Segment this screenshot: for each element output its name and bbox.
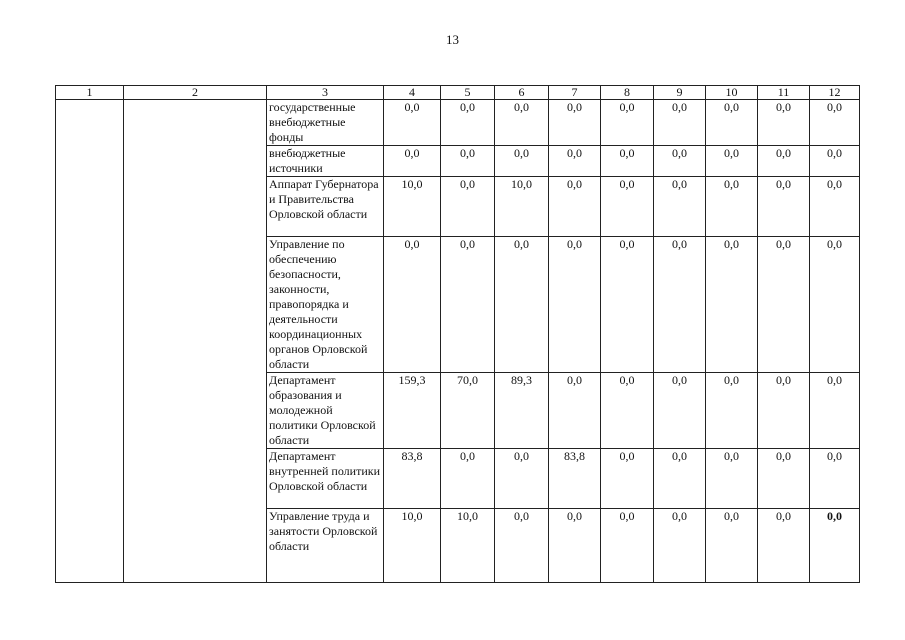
page-number: 13 bbox=[446, 32, 459, 47]
value-cell: 0,0 bbox=[601, 146, 654, 177]
value-cell: 83,8 bbox=[549, 449, 601, 509]
value-cell: 0,0 bbox=[441, 449, 495, 509]
value-cell: 0,0 bbox=[441, 100, 495, 146]
value-cell: 0,0 bbox=[601, 509, 654, 583]
value-cell: 0,0 bbox=[758, 100, 810, 146]
value-cell: 0,0 bbox=[601, 449, 654, 509]
value-cell: 0,0 bbox=[810, 237, 860, 373]
value-cell: 159,3 bbox=[384, 373, 441, 449]
value-cell: 0,0 bbox=[441, 177, 495, 237]
value-cell: 0,0 bbox=[654, 177, 706, 237]
value-cell: 0,0 bbox=[706, 146, 758, 177]
value-cell: 0,0 bbox=[654, 449, 706, 509]
value-cell: 0,0 bbox=[495, 100, 549, 146]
value-cell: 0,0 bbox=[758, 177, 810, 237]
value-cell: 0,0 bbox=[706, 100, 758, 146]
value-cell: 0,0 bbox=[654, 100, 706, 146]
header-col-8: 8 bbox=[601, 86, 654, 100]
value-cell: 0,0 bbox=[549, 177, 601, 237]
value-cell: 0,0 bbox=[495, 237, 549, 373]
value-cell: 0,0 bbox=[810, 449, 860, 509]
header-col-12: 12 bbox=[810, 86, 860, 100]
header-col-9: 9 bbox=[654, 86, 706, 100]
value-cell: 0,0 bbox=[384, 146, 441, 177]
header-col-10: 10 bbox=[706, 86, 758, 100]
value-cell: 10,0 bbox=[384, 177, 441, 237]
header-col-11: 11 bbox=[758, 86, 810, 100]
value-cell: 0,0 bbox=[654, 373, 706, 449]
value-cell: 0,0 bbox=[441, 146, 495, 177]
value-cell: 0,0 bbox=[384, 100, 441, 146]
header-col-5: 5 bbox=[441, 86, 495, 100]
value-cell: 0,0 bbox=[654, 146, 706, 177]
header-col-2: 2 bbox=[124, 86, 267, 100]
budget-table bbox=[55, 85, 860, 583]
org-name-cell: Управление труда и занятости Орловской области bbox=[267, 509, 384, 583]
value-cell: 0,0 bbox=[601, 373, 654, 449]
value-cell: 0,0 bbox=[706, 373, 758, 449]
value-cell: 0,0 bbox=[549, 100, 601, 146]
header-col-7: 7 bbox=[549, 86, 601, 100]
value-cell: 10,0 bbox=[384, 509, 441, 583]
value-cell: 0,0 bbox=[495, 449, 549, 509]
value-cell: 70,0 bbox=[441, 373, 495, 449]
column-1-cell bbox=[56, 100, 124, 583]
org-name-cell: Департамент образования и молодежной политики Орловской области bbox=[267, 373, 384, 449]
value-cell: 10,0 bbox=[441, 509, 495, 583]
value-cell: 0,0 bbox=[549, 373, 601, 449]
value-cell: 0,0 bbox=[601, 177, 654, 237]
value-cell: 0,0 bbox=[601, 100, 654, 146]
value-cell: 89,3 bbox=[495, 373, 549, 449]
value-cell: 0,0 bbox=[549, 237, 601, 373]
org-name-cell: государственные внебюджетные фонды bbox=[267, 100, 384, 146]
value-cell: 0,0 bbox=[706, 237, 758, 373]
table-row bbox=[56, 100, 860, 146]
org-name-cell: Аппарат Губернатора и Правительства Орловской области bbox=[267, 177, 384, 237]
value-cell: 0,0 bbox=[706, 509, 758, 583]
value-cell: 0,0 bbox=[758, 237, 810, 373]
org-name-cell: Департамент внутренней политики Орловской области bbox=[267, 449, 384, 509]
value-cell: 0,0 bbox=[654, 509, 706, 583]
header-col-3: 3 bbox=[267, 86, 384, 100]
value-cell: 0,0 bbox=[549, 146, 601, 177]
value-cell: 0,0 bbox=[758, 449, 810, 509]
value-cell: 0,0 bbox=[810, 146, 860, 177]
org-name-cell: внебюджетные источники bbox=[267, 146, 384, 177]
value-cell: 0,0 bbox=[495, 509, 549, 583]
value-cell: 10,0 bbox=[495, 177, 549, 237]
value-cell: 0,0 bbox=[549, 509, 601, 583]
value-cell: 0,0 bbox=[758, 146, 810, 177]
value-cell: 0,0 bbox=[706, 177, 758, 237]
value-cell: 0,0 bbox=[758, 373, 810, 449]
value-cell: 0,0 bbox=[441, 237, 495, 373]
header-col-1: 1 bbox=[56, 86, 124, 100]
column-2-cell bbox=[124, 100, 267, 583]
value-cell: 0,0 bbox=[810, 509, 860, 583]
org-name-cell: Управление по обеспечению безопасности, законности, правопорядка и деятельности координационных органов Орловской области bbox=[267, 237, 384, 373]
value-cell: 0,0 bbox=[495, 146, 549, 177]
value-cell: 0,0 bbox=[654, 237, 706, 373]
value-cell: 0,0 bbox=[810, 100, 860, 146]
value-cell: 0,0 bbox=[758, 509, 810, 583]
value-cell: 0,0 bbox=[810, 373, 860, 449]
value-cell: 0,0 bbox=[706, 449, 758, 509]
value-cell: 83,8 bbox=[384, 449, 441, 509]
header-col-4: 4 bbox=[384, 86, 441, 100]
value-cell: 0,0 bbox=[601, 237, 654, 373]
header-row bbox=[56, 86, 860, 100]
value-cell: 0,0 bbox=[384, 237, 441, 373]
header-col-6: 6 bbox=[495, 86, 549, 100]
value-cell: 0,0 bbox=[810, 177, 860, 237]
